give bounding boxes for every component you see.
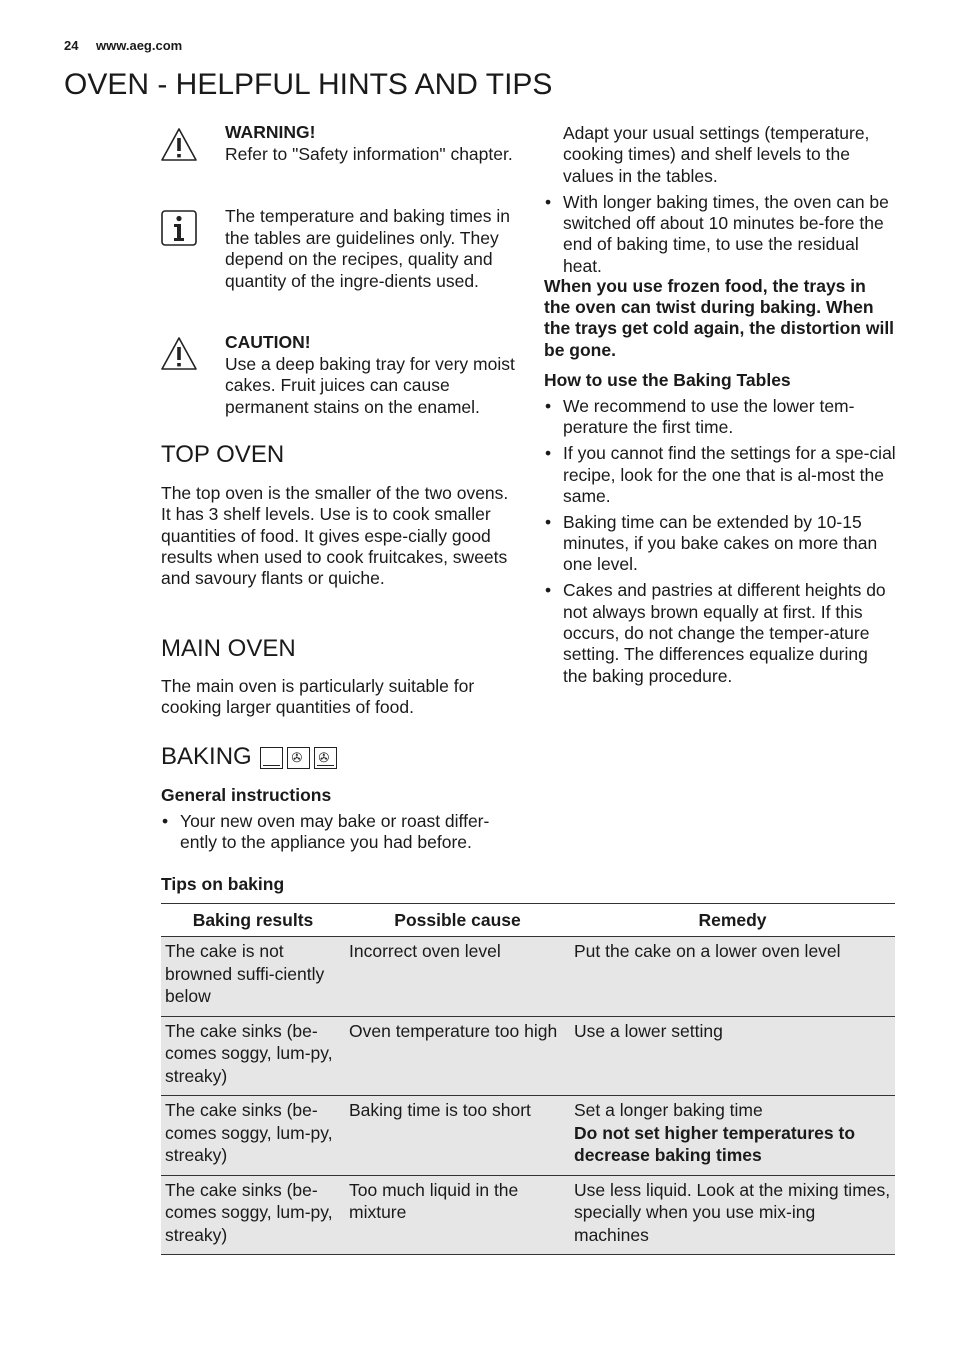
remedy-bold-text: Do not set higher temperatures to decrease baking times — [574, 1122, 856, 1165]
baking-heading-row — [161, 743, 341, 772]
table-cell — [570, 1016, 895, 1096]
list-item: • Baking time can be extended by 10-15 minutes, if you bake cakes on more than one level. — [544, 512, 896, 576]
caution-text: Use a deep baking tray for very moist cakes. Fruit juices can cause permanent stains on the enamel. — [225, 353, 515, 417]
table-row — [161, 937, 895, 1017]
warning-triangle-icon — [160, 335, 198, 373]
fan-icon: ✇ — [287, 747, 310, 769]
top-oven-text: The top oven is the smaller of the two ovens. It has 3 shelf levels. Use is to cook smaller quantities of food. It gives espe-cially good results when used to cook fruitcakes, sweets and savoury flants or quiche. — [161, 483, 509, 589]
fan-heat-icon: ✇ — [314, 747, 337, 769]
remedy-text: Use less liquid. Look at the mixing times, specially when you use mix-ing machines — [574, 1179, 891, 1245]
right-column — [544, 123, 896, 692]
table-cell: The cake sinks (be-comes soggy, lum-py, streaky) — [161, 1096, 345, 1176]
table-cell — [570, 1175, 895, 1255]
caution-heading: CAUTION! — [225, 332, 311, 352]
adapt-settings-text: Adapt your usual settings (temperature, cooking times) and shelf levels to the values in the tables. — [563, 123, 870, 186]
column-header: Possible cause — [345, 904, 570, 937]
table-cell: Oven temperature too high — [345, 1016, 570, 1096]
table-cell: Baking time is too short — [345, 1096, 570, 1176]
list-item: • We recommend to use the lower tem-perature the first time. — [544, 396, 896, 439]
tips-on-baking-heading: Tips on baking — [161, 874, 285, 894]
website-url: www.aeg.com — [96, 38, 183, 53]
remedy-text: Put the cake on a lower oven level — [574, 941, 841, 961]
list-item: • With longer baking times, the oven can be switched off about 10 minutes be-fore the end of baking time, to use the residual heat. — [544, 192, 896, 277]
table-cell: The cake is not browned suffi-ciently below — [161, 937, 345, 1017]
frozen-food-note: When you use frozen food, the trays in the oven can twist during baking. When the trays get cold again, the distortion will be gone. — [544, 275, 895, 360]
warning-text: Refer to "Safety information" chapter. — [225, 143, 513, 164]
table-cell: Incorrect oven level — [345, 937, 570, 1017]
page-title: OVEN - HELPFUL HINTS AND TIPS — [64, 68, 553, 101]
main-oven-heading: MAIN OVEN — [161, 635, 296, 662]
conventional-heat-icon — [260, 747, 283, 769]
general-instructions-list — [161, 811, 516, 858]
caution-notice — [225, 332, 515, 418]
tips-table — [161, 903, 895, 1255]
baking-time-list — [544, 192, 896, 277]
table-header-row — [161, 904, 895, 937]
info-text: The temperature and baking times in the tables are guidelines only. They depend on the recipes, quality and quantity of the ingre-dients used. — [225, 206, 511, 291]
baking-function-icons — [260, 744, 341, 772]
list-item: • Your new oven may bake or roast differ-ently to the appliance you had before. — [161, 811, 516, 854]
list-item: • Cakes and pastries at different heights do not always brown equally at first. If this occurs, do not change the temper-ature setting. The differences equalize during the baking procedure. — [544, 580, 896, 686]
warning-notice — [225, 122, 515, 165]
info-notice — [225, 206, 515, 292]
table-row — [161, 1175, 895, 1255]
baking-tables-heading: How to use the Baking Tables — [544, 369, 791, 390]
table-row — [161, 1096, 895, 1176]
top-oven-heading: TOP OVEN — [161, 441, 285, 468]
table-row — [161, 1016, 895, 1096]
page-number: 24 — [64, 38, 79, 53]
table-cell — [570, 937, 895, 1017]
column-header: Remedy — [570, 904, 895, 937]
warning-triangle-icon — [160, 126, 198, 164]
baking-tables-list — [544, 396, 896, 687]
remedy-text: Set a longer baking time — [574, 1100, 763, 1120]
table-cell: Too much liquid in the mixture — [345, 1175, 570, 1255]
baking-heading: BAKING — [161, 743, 252, 770]
table-cell — [570, 1096, 895, 1176]
table-cell: The cake sinks (be-comes soggy, lum-py, streaky) — [161, 1016, 345, 1096]
info-icon — [160, 209, 198, 247]
column-header: Baking results — [161, 904, 345, 937]
warning-heading: WARNING! — [225, 122, 316, 142]
general-instructions-heading: General instructions — [161, 785, 332, 805]
list-item: • If you cannot find the settings for a spe-cial recipe, look for the one that is al-most the same. — [544, 443, 896, 507]
remedy-text: Use a lower setting — [574, 1020, 723, 1041]
main-oven-text: The main oven is particularly suitable for cooking larger quantities of food. — [161, 676, 475, 718]
table-cell: The cake sinks (be-comes soggy, lum-py, streaky) — [161, 1175, 345, 1255]
